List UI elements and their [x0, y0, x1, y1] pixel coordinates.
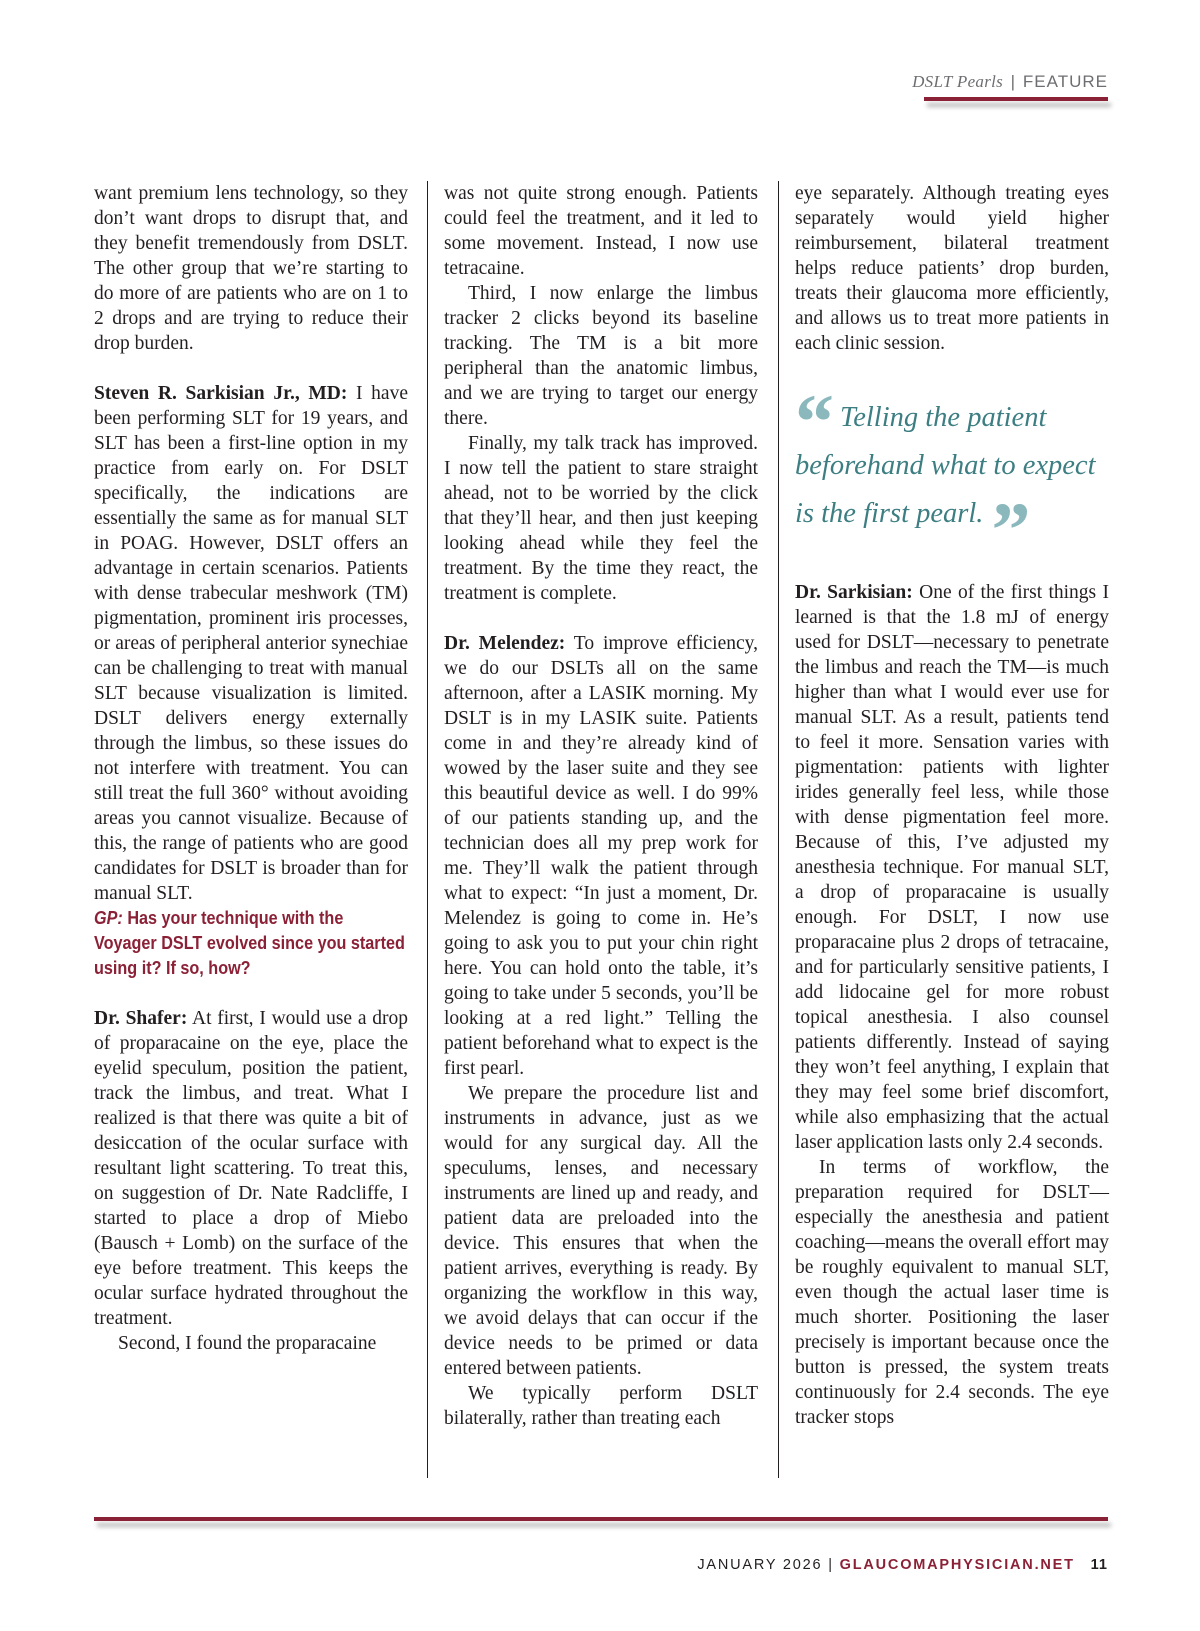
paragraph [444, 631, 758, 1081]
pull-quote [795, 378, 1109, 573]
paragraph: want premium lens technology, so they don’t want drops to disrupt that, and they benefit tremendously from DSLT. The other group that we’re starting to do more of are patients who are on 1 to 2 drops and are trying to reduce their drop burden. [94, 183, 408, 354]
column-3 [795, 181, 1109, 1481]
paragraph: We prepare the procedure list and instruments in advance, just as we would for any surgical day. All the speculums, lenses, and necessary instruments are lined up and ready, and patient data are preloaded into the device. This ensures that when the patient arrives, everything is ready. By organizing the workflow in this way, we avoid delays that can occur if the device needs to be primed or data entered between patients. [444, 1083, 758, 1379]
page-number: 11 [1090, 1557, 1108, 1573]
column-1 [94, 181, 408, 1481]
paragraph [795, 580, 1109, 1155]
question-prefix: GP: [94, 908, 123, 928]
column-divider [427, 181, 428, 1478]
issue-date: JANUARY 2026 [697, 1557, 823, 1573]
paragraph-text: One of the first things I learned is that the 1.8 mJ of energy used for DSLT—necessary to penetrate the limbus and reach the TM—is much higher than what I would ever use for manual SLT. As a result, patients tend to feel it more. Sensation varies with pigmentation: patients with lighter irides generally feel less, while those with dense pigmentation feel more. Because of this, I’ve adjusted my anesthesia technique. For manual SLT, a drop of proparacaine is usually enough. For DSLT, I now use proparacaine plus 2 drops of tetracaine, and for particularly sensitive patients, I add lidocaine gel for more robust topical anesthesia. I also counsel patients differently. Instead of saying they won’t feel anything, I explain that they may feel some brief discomfort, while also emphasizing that the actual laser application lasts only 2.4 seconds. [795, 582, 1109, 1153]
paragraph: Third, I now enlarge the limbus tracker 2 clicks beyond its baseline tracking. The TM is a bit more peripheral than the anatomic limbus, and we are trying to target our energy there. [444, 283, 758, 429]
question-text: Has your technique with the Voyager DSLT evolved since you started using it? If so, how? [94, 908, 405, 978]
pull-quote-text: Telling the patient beforehand what to expect is the first pearl. [795, 402, 1096, 529]
paragraph-text: At first, I would use a drop of proparacaine on the eye, place the eyelid speculum, position the patient, track the limbus, and treat. What I realized is that there was quite a bit of desiccation of the ocular surface with resultant light scattering. To treat this, on suggestion of Dr. Nate Radcliffe, I started to place a drop of Miebo (Bausch + Lomb) on the surface of the eye before treatment. This keeps the ocular surface hydrated throughout the treatment. [94, 1008, 408, 1329]
interview-question [94, 906, 408, 981]
paragraph: Finally, my talk track has improved. I now tell the patient to stare straight ahead, not to be worried by the click that they’ll hear, and then just keeping looking ahead while they feel the treatment. By the time they react, the treatment is complete. [444, 433, 758, 604]
website-link[interactable]: GLAUCOMAPHYSICIAN.NET [839, 1557, 1075, 1573]
open-quote-icon: “ [795, 378, 834, 465]
paragraph-text: To improve efficiency, we do our DSLTs all on the same afternoon, after a LASIK morning. My DSLT is in my LASIK suite. Patients come in and they’re already kind of wowed by the laser suite and they see this beautiful device as well. I do 99% of our patients standing up, and the technician does all my prep work for me. They’ll walk the patient through what to expect: “In just a moment, Dr. Melendez is going to come in. He’s going to ask you to put your chin right here. You can hold onto the table, it’s going to take under 5 seconds, you’ll be looking at a red light.” Telling the patient beforehand what to expect is the first pearl. [444, 633, 758, 1079]
speaker-name: Dr. Shafer: [94, 1008, 188, 1029]
close-quote-icon: ” [991, 486, 1031, 573]
column-divider [778, 181, 779, 1478]
footer-rule [94, 1517, 1108, 1521]
section-label: FEATURE [1022, 72, 1108, 91]
series-title: DSLT Pearls [912, 72, 1004, 91]
paragraph: was not quite strong enough. Patients could feel the treatment, and it led to some movement. Instead, I now use tetracaine. [444, 183, 758, 279]
paragraph-text: I have been performing SLT for 19 years, and SLT has been a first-line option in my practice from early on. For DSLT specifically, the indications are essentially the same as for manual SLT in POAG. However, DSLT offers an advantage in certain scenarios. Patients with dense trabecular meshwork (TM) pigmentation, prominent iris processes, or areas of peripheral anterior synechiae can be challenging to treat with manual SLT because visualization is limited. DSLT delivers energy externally through the limbus, so these issues do not interfere with treatment. You can still treat the full 360° without avoiding areas you cannot visualize. Because of this, the range of patients who are good candidates for DSLT is broader than for manual SLT. [94, 383, 408, 904]
header-separator: | [1010, 72, 1016, 91]
speaker-name: Dr. Sarkisian: [795, 582, 913, 603]
footer-separator: | [828, 1557, 834, 1573]
running-header [912, 72, 1108, 92]
header-rule [924, 97, 1108, 101]
paragraph: In terms of workflow, the preparation required for DSLT—especially the anesthesia and patient coaching—means the overall effort may be roughly equivalent to manual SLT, even though the actual laser time is much shorter. Positioning the laser precisely is important because once the button is pressed, the system treats continuously for 2.4 seconds. The eye tracker stops [795, 1157, 1109, 1428]
paragraph: We typically perform DSLT bilaterally, rather than treating each [444, 1383, 758, 1429]
speaker-name: Steven R. Sarkisian Jr., MD: [94, 383, 348, 404]
paragraph: Second, I found the proparacaine [118, 1333, 377, 1354]
paragraph [94, 1006, 408, 1331]
paragraph [94, 381, 408, 906]
paragraph: eye separately. Although treating eyes separately would yield higher reimbursement, bilateral treatment helps reduce patients’ drop burden, treats their glaucoma more efficiently, and allows us to treat more patients in each clinic session. [795, 183, 1109, 354]
column-2 [444, 181, 758, 1481]
page-footer [697, 1557, 1108, 1573]
speaker-name: Dr. Melendez: [444, 633, 566, 654]
